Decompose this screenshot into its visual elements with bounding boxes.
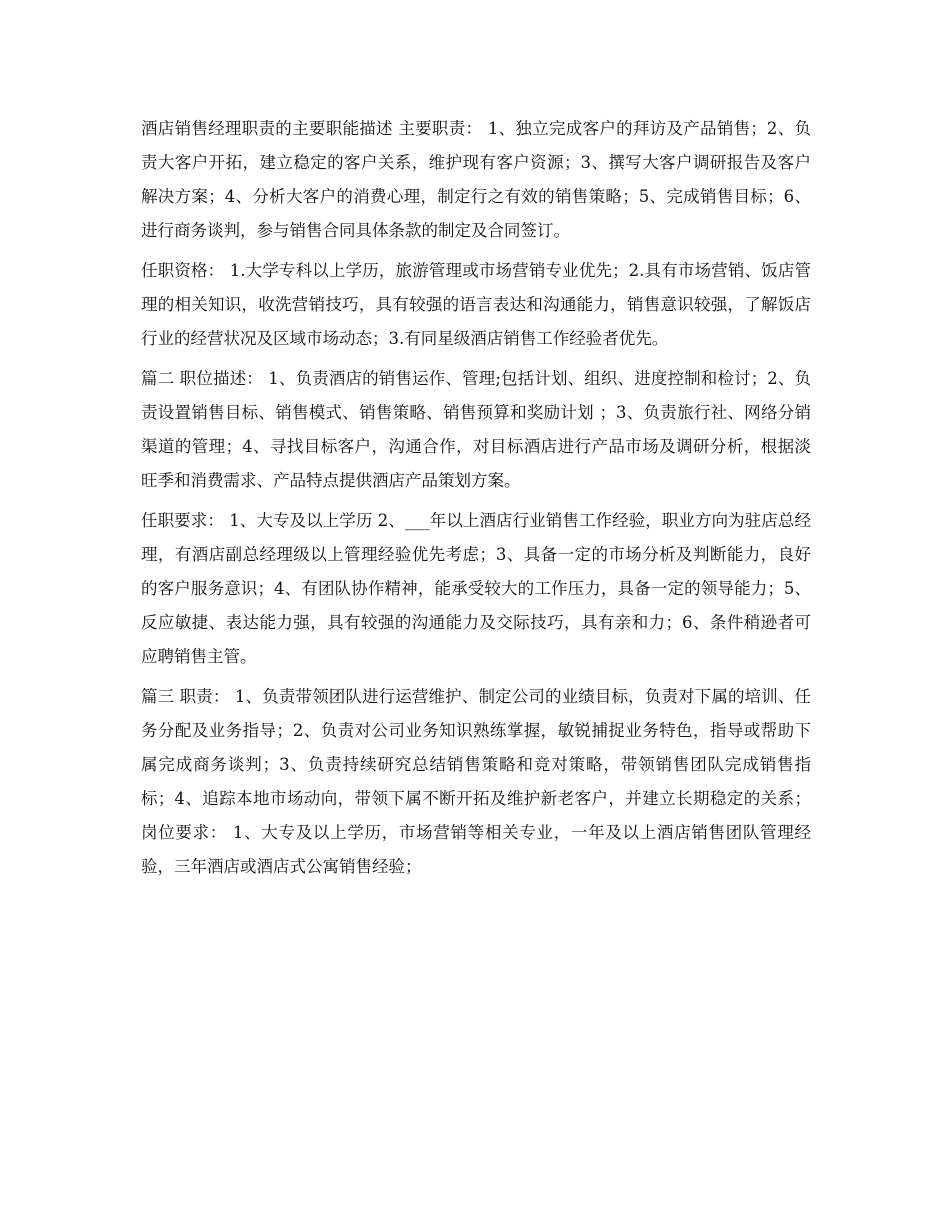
paragraph-requirements: 任职要求： 1、大专及以上学历 2、___年以上酒店行业销售工作经验，职业方向为驻店总经理，有酒店副总经理级以上管理经验优先考虑；3、具备一定的市场分析及判断能力，良好的客户服务意识；4、有团队协作精神，能承受较大的工作压力，具备一定的领导能力；5、反应敏捷、表达能力强，具有较强的沟通能力及交际技巧，具有亲和力；6、条件稍逊者可应聘销售主管。 [141,511,811,666]
paragraph-part-two: 篇二 职位描述： 1、负责酒店的销售运作、管理;包括计划、组织、进度控制和检讨；2、负责设置销售目标、销售模式、销售策略、销售预算和奖励计划 ；3、负责旅行社、网络分销渠道的管理；4、寻找目标客户，沟通合作，对目标酒店进行产品市场及调研分析，根据淡旺季和消费需求、产品特点提供酒店产品策划方案。 [141,369,811,490]
paragraph-qualifications: 任职资格： 1.大学专科以上学历，旅游管理或市场营销专业优先；2.具有市场营销、饭店管理的相关知识，收洗营销技巧，具有较强的语言表达和沟通能力，销售意识较强，了解饭店行业的经营状况及区域市场动态；3.有同星级酒店销售工作经验者优先。 [141,261,811,348]
paragraph-part-three: 篇三 职责： 1、负责带领团队进行运营维护、制定公司的业绩目标，负责对下属的培训、任务分配及业务指导；2、负责对公司业务知识熟练掌握，敏锐捕捉业务特色，指导或帮助下属完成商务谈判；3、负责持续研究总结销售策略和竞对策略，带领销售团队完成销售指标；4、追踪本地市场动向，带领下属不断开拓及维护新老客户，并建立长期稳定的关系；岗位要求： 1、大专及以上学历，市场营销等相关专业，一年及以上酒店销售团队管理经验，三年酒店或酒店式公寓销售经验； [141,687,811,876]
document-body [141,112,811,890]
paragraph-duties: 酒店销售经理职责的主要职能描述 主要职责： 1、独立完成客户的拜访及产品销售；2、负责大客户开拓，建立稳定的客户关系，维护现有客户资源；3、撰写大客户调研报告及客户解决方案；4、分析大客户的消费心理，制定行之有效的销售策略；5、完成销售目标；6、进行商务谈判，参与销售合同具体条款的制定及合同签订。 [141,119,811,240]
